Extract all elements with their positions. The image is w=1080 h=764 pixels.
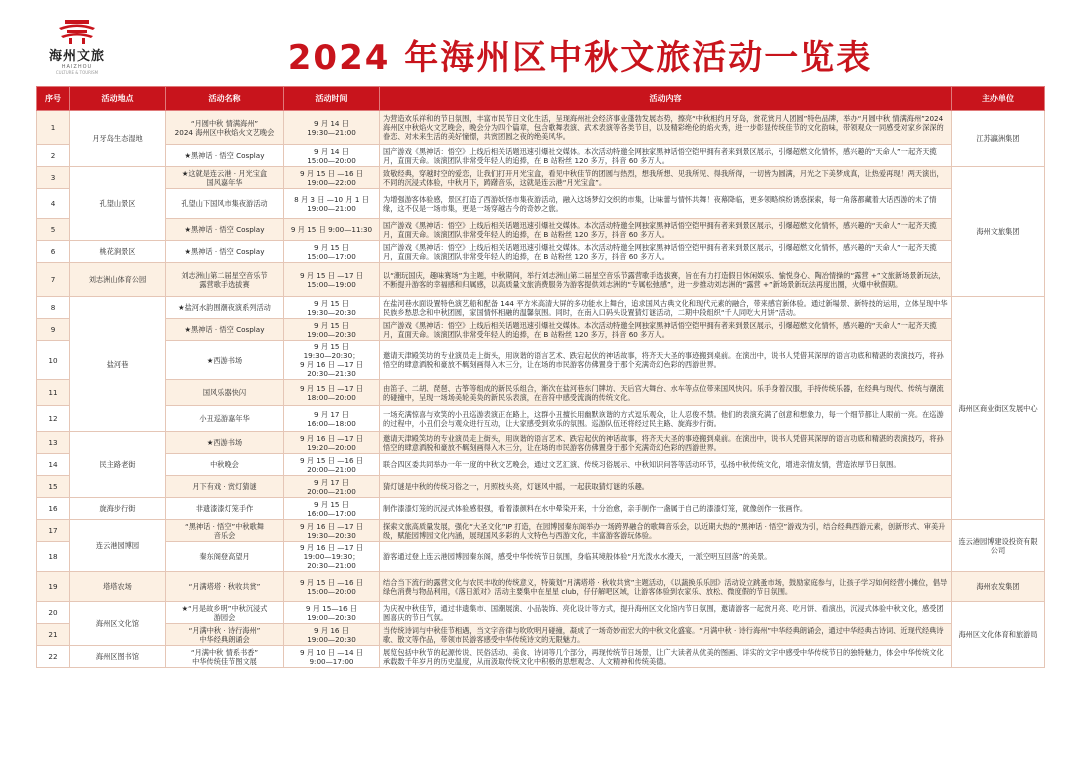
activity-name: ★西游书场 — [166, 341, 284, 380]
header-place: 活动地点 — [70, 87, 166, 111]
table-row — [37, 498, 1045, 520]
activity-content: 由笛子、二胡、琵琶、古筝等组成的新民乐组合，渐次在盐河巷东门牌坊、天后宫大舞台、水车等点位带来国风快闪。乐手身着汉服，手持传统乐器，在经典与现代、传统与潮流的碰撞中，呈现一场场美轮美奂的新民乐表演，在音符中感受流淌的传统文化。 — [380, 380, 952, 406]
activity-time: 9 月 15 日 19:00—20:30 — [284, 319, 380, 341]
activity-time: 9 月 14 日 15:00—20:00 — [284, 145, 380, 167]
activity-name: ★“月是故乡明”中秋沉浸式 游园会 — [166, 602, 284, 624]
logo-sub: CULTURE & TOURISM — [55, 70, 99, 75]
row-number: 1 — [37, 111, 70, 145]
activity-content: 国产游戏《黑神话：悟空》上线后相关话题迅速引爆社交媒体。本次活动特邀全网独家黑神话悟空铠甲拥有者来到景区展示，引爆超燃文化情怀，感兴趣的“天命人”一起齐天揽月，直面天命。该演团队非常受年轻人的追捧，在 B 站粉丝 120 多万，抖音 60 多万人。 — [380, 319, 952, 341]
row-number: 12 — [37, 406, 70, 432]
table-row — [37, 432, 1045, 454]
activity-name: ★黑神话 · 悟空 Cosplay — [166, 145, 284, 167]
activity-content: 制作漆漆灯笼的沉浸式体验感很强，看着漆颜料在水中晕染开来，十分治愈，亲手制作一盏属于自己的漆漆灯笼，就像创作一张画作。 — [380, 498, 952, 520]
activity-time: 9 月 15 日 19:30—20:30； 9 月 16 日 —17 日 20:30—21:30 — [284, 341, 380, 380]
haizhou-logo — [40, 18, 114, 78]
table-row — [37, 520, 1045, 542]
table-row — [37, 319, 1045, 341]
table-row — [37, 145, 1045, 167]
activity-place: 刘志洲山体育公园 — [70, 263, 166, 297]
activity-content: 国产游戏《黑神话：悟空》上线后相关话题迅速引爆社交媒体。本次活动特邀全网独家黑神话悟空铠甲拥有者来到景区展示，引爆超燃文化情怀，感兴趣的“天命人”一起齐天揽月，直面天命。该演团队非常受年轻人的追捧，在 B 站粉丝 120 多万，抖音 60 多万人。 — [380, 219, 952, 241]
table-row — [37, 341, 1045, 380]
activity-name: 刘志洲山第二届星空音乐节 露营歌手选拔赛 — [166, 263, 284, 297]
row-number: 15 — [37, 476, 70, 498]
table-body — [37, 111, 1045, 668]
activity-time: 9 月 10 日 —14 日 9:00—17:00 — [284, 646, 380, 668]
row-number: 2 — [37, 145, 70, 167]
activity-content: 一场充满惊喜与欢笑的小丑巡游表演正在路上，这群小丑擅长用幽默诙谐的方式逗乐观众，让人忍俊不禁。他们的表演充满了创意和想象力，每一个细节都让人眼前一亮。在巡游的过程中，小丑们会与观众进行互动，让大家感受到欢乐的氛围。巡游队伍还将经过民主路、旋海步行街。 — [380, 406, 952, 432]
activity-content: 为营造欢乐祥和的节日氛围，丰富市民节日文化生活，呈现海州社会经济事业蓬勃发展态势，擦亮“中秋相约月牙岛，赏花赏月人团圆”特色品牌，举办“月圆中秋 情满海州”2024 海州区中秋焰火文艺晚会，晚会分为四个篇章，包含歌舞表演、武术表演等各类节目，以及精彩绝伦的焰火秀，进一步彰显传统佳节的文化韵味，带领观众一同感受对家乡深深的眷恋、对未来生活的美好憧憬，共赏团圆之夜的绝美风华。 — [380, 111, 952, 145]
activity-table — [36, 86, 1045, 668]
activity-time: 9 月 15 日 16:00—17:00 — [284, 498, 380, 520]
header-content: 活动内容 — [380, 87, 952, 111]
activity-place: 孔望山景区 — [70, 167, 166, 241]
row-number: 9 — [37, 319, 70, 341]
activity-time: 9 月 15 日 15:00—17:00 — [284, 241, 380, 263]
row-number: 3 — [37, 167, 70, 189]
activity-time: 9 月 15 日 19:30—20:30 — [284, 297, 380, 319]
activity-content: 邀请天津殿笑坊的专业演员走上街头，用诙谐的语言艺术、跌宕起伏的神话故事，将齐天大圣的事迹搬到桌前。在演出中，说书人凭借其深厚的语言功底和精湛的表演技巧，将孙悟空的肆意洒脱和豪放不羁刻画得入木三分，让在场的市民游客仿佛置身于那个充满奇幻色彩的西游世界。 — [380, 432, 952, 454]
table-row — [37, 454, 1045, 476]
activity-time: 9 月 16 日 —17 日 19:20—20:00 — [284, 432, 380, 454]
activity-time: 9 月 16 日 —17 日 19:00—19:30； 20:30—21:00 — [284, 542, 380, 572]
row-number: 6 — [37, 241, 70, 263]
activity-place: 民主路老街 — [70, 432, 166, 498]
activity-content: 探索文旅高质量发展，强化“大圣文化”IP 打造，在园博园秦东阁举办一场跨界融合的歌舞音乐会，以近期大热的“黑神话 · 悟空”游戏为引，结合经典西游元素，创新形式、审美升级，赋能园博园文化内涵，展现国风多彩的人文特色与西游文化，丰富游客游玩体验。 — [380, 520, 952, 542]
activity-place: 桃花涧景区 — [70, 241, 166, 263]
organizer: 海州区商业街区发展中心 — [952, 297, 1045, 520]
row-number: 13 — [37, 432, 70, 454]
activity-content: 国产游戏《黑神话：悟空》上线后相关话题迅速引爆社交媒体。本次活动特邀全网独家黑神话悟空铠甲拥有者来到景区展示，引爆超燃文化情怀，感兴趣的“天命人”一起齐天揽月，直面天命。该演团队非常受年轻人的追捧，在 B 站粉丝 120 多万，抖音 60 多万人。 — [380, 241, 952, 263]
table-row — [37, 167, 1045, 189]
row-number: 19 — [37, 572, 70, 602]
row-number: 7 — [37, 263, 70, 297]
activity-name: “月满塔塔 · 秋收共赏” — [166, 572, 284, 602]
activity-time: 9 月 16 日 19:00—20:30 — [284, 624, 380, 646]
organizer: 海州农发集团 — [952, 572, 1045, 602]
table-row — [37, 263, 1045, 297]
row-number: 22 — [37, 646, 70, 668]
page-header — [0, 0, 1080, 84]
logo-name: 海州文旅 — [48, 49, 105, 64]
activity-place: 连云港园博园 — [70, 520, 166, 572]
row-number: 5 — [37, 219, 70, 241]
row-number: 20 — [37, 602, 70, 624]
header-time: 活动时间 — [284, 87, 380, 111]
activity-time: 9 月 17 日 20:00—21:00 — [284, 476, 380, 498]
activity-time: 9 月 15 日 —17 日 18:00—20:00 — [284, 380, 380, 406]
activity-place: 月牙岛生态湿地 — [70, 111, 166, 167]
organizer: 连云港园博建设投资有限公司 — [952, 520, 1045, 572]
activity-place: 旋海步行街 — [70, 498, 166, 520]
activity-time: 8 月 3 日 —10 月 1 日 19:00—21:00 — [284, 189, 380, 219]
activity-name: ★西游书场 — [166, 432, 284, 454]
row-number: 17 — [37, 520, 70, 542]
table-row — [37, 476, 1045, 498]
table-row — [37, 111, 1045, 145]
activity-content: 联合四区委共同举办一年一度的中秋文艺晚会，通过文艺汇演、传统习俗展示、中秋知识问答等活动环节，弘扬中秋传统文化，增进亲情友情，营造浓厚节日氛围。 — [380, 454, 952, 476]
table-row — [37, 602, 1045, 624]
page-title: 2024 年海州区中秋文旅活动一览表 — [287, 38, 873, 78]
activity-name: ★盐河水韵围潮夜演系列活动 — [166, 297, 284, 319]
activity-place: 海州区文化馆 — [70, 602, 166, 646]
header-name: 活动名称 — [166, 87, 284, 111]
activity-place: 塔塔农场 — [70, 572, 166, 602]
logo-en: HAIZHOU — [61, 64, 93, 70]
activity-time: 9 月 16 日 —17 日 19:30—20:30 — [284, 520, 380, 542]
header-no: 序号 — [37, 87, 70, 111]
activity-content: 以“潮玩国庆，趣味赛场”为主题，中秋期间，举行刘志洲山第二届星空音乐节露营歌手选拔赛，旨在有力打造假日休闲娱乐、愉悦身心、陶冶情操的“露营 +”文旅新场景新玩法，不断提升游客的幸福感和归属感，以高质量文旅消费服务为游客提供刘志洲的“专属松弛感”，进一步推动刘志洲的“露营 +”新场景新玩法再度出圈，火爆中秋假期。 — [380, 263, 952, 297]
table-row — [37, 241, 1045, 263]
table-header-row — [37, 87, 1045, 111]
row-number: 14 — [37, 454, 70, 476]
row-number: 18 — [37, 542, 70, 572]
activity-place: 海州区图书馆 — [70, 646, 166, 668]
organizer: 江苏瀛洲集团 — [952, 111, 1045, 167]
row-number: 10 — [37, 341, 70, 380]
table-row — [37, 297, 1045, 319]
activity-content: 当传统诗词与中秋佳节相遇，当文字音律与吹吹明月碰撞，凝成了一场奇妙而宏大的中秋文化盛宴。“月满中秋 · 诗行海州”中华经典朗诵会，通过中华经典古诗词、近现代经典诗歌、散文等作品，带领市民游客感受中华传统诗文的无限魅力。 — [380, 624, 952, 646]
table-row — [37, 646, 1045, 668]
activity-time: 9 月 15 日 —17 日 15:00—19:00 — [284, 263, 380, 297]
activity-content: 致敬经典，穿越时空的爱恋，让我们打开月光宝盒，看见中秋佳节的团圆与热烈，想我所想、见我所见、得我所得，一切皆为圆满，月光之下美梦成真，让热爱再现！两天演出，不同的沉浸式体验，中秋月下，踌躇音乐，这就是连云港“月光宝盒”。 — [380, 167, 952, 189]
activity-name: 小丑巡游嘉年华 — [166, 406, 284, 432]
activity-name: “黑神话 · 悟空”中秋歌舞 音乐会 — [166, 520, 284, 542]
organizer: 海州文旅集团 — [952, 167, 1045, 297]
activity-name: “月满中秋 · 诗行海州” 中华经典朗诵会 — [166, 624, 284, 646]
activity-content: 为增强游客体验感，景区打造了西游妖怪市集夜游活动，融入这场梦幻交织的市集，让味蕾与情怀共舞！夜幕降临，更多领略缤纷诱惑探索，每一角落都藏着大话西游的未了情缘，这不仅是一场市集，更是一场穿越古今的奇妙之旅。 — [380, 189, 952, 219]
activity-content: 邀请天津殿笑坊的专业演员走上街头，用诙谐的语言艺术、跌宕起伏的神话故事，将齐天大圣的事迹搬到桌前。在演出中，说书人凭借其深厚的语言功底和精湛的表演技巧，将孙悟空的肆意洒脱和豪放不羁刻画得入木三分，让在场的市民游客仿佛置身于那个充满奇幻色彩的西游世界。 — [380, 341, 952, 380]
activity-place: 盐河巷 — [70, 297, 166, 432]
row-number: 21 — [37, 624, 70, 646]
activity-content: 在盐河巷水面设置特色演艺船和配备 144 平方米高清大屏的多功能水上舞台，追求国风古典文化和现代元素的融合，带来感官新体验。通过新場景、新特技的运用，立体呈现中华民族乡愁思念和中秋团圆，家国情怀相融的温馨氛围。同时，在南入口码头设置猜灯谜活动，二期中段组织“千人同吃大月饼”活动。 — [380, 297, 952, 319]
activity-name: ★这就是连云港 · 月光宝盒 国风嘉年华 — [166, 167, 284, 189]
activity-name: ★黑神话 · 悟空 Cosplay — [166, 241, 284, 263]
pavilion-icon — [57, 18, 97, 44]
activity-name: 秦东阁登高望月 — [166, 542, 284, 572]
table-row — [37, 572, 1045, 602]
activity-time: 9 月 15 日 9:00—11:30 — [284, 219, 380, 241]
activity-content: 结合当下流行的露营文化与农民丰收的传统意义，特策划“月满塔塔 · 秋收共赏”主题活动，《以蔬换乐乐园》活动设立跳蚤市场，鼓励家庭参与，让孩子学习如何经营小摊位，倡导绿色消费与物品利用，《落日派对》活动主要集中在星星 club，仔仔解吧区域，让游客体验到农家乐、放松、微度假的节日氛围。 — [380, 572, 952, 602]
activity-name: 国风乐器快闪 — [166, 380, 284, 406]
activity-time: 9 月 15 日 —16 日 15:00—20:00 — [284, 572, 380, 602]
row-number: 16 — [37, 498, 70, 520]
activity-time: 9 月 14 日 19:30—21:00 — [284, 111, 380, 145]
table-row — [37, 624, 1045, 646]
activity-name: 月下有戏 · 赏灯猜谜 — [166, 476, 284, 498]
activity-name: 中秋晚会 — [166, 454, 284, 476]
organizer: 海州区文化体育和旅游局 — [952, 602, 1045, 668]
row-number: 11 — [37, 380, 70, 406]
table-row — [37, 380, 1045, 406]
row-number: 8 — [37, 297, 70, 319]
activity-name: “月圆中秋 情满海州” 2024 海州区中秋焰火文艺晚会 — [166, 111, 284, 145]
table-row — [37, 219, 1045, 241]
activity-content: 猜灯谜是中秋的传统习俗之一，月照枝头亮，灯谜风中摇，一起获取猜灯谜的乐趣。 — [380, 476, 952, 498]
activity-time: 9 月 17 日 16:00—18:00 — [284, 406, 380, 432]
activity-time: 9 月 15 日 —16 日 19:00—22:00 — [284, 167, 380, 189]
activity-content: 国产游戏《黑神话：悟空》上线后相关话题迅速引爆社交媒体。本次活动特邀全网独家黑神话悟空铠甲拥有者来到景区展示，引爆超燃文化情怀，感兴趣的“天命人”一起齐天揽月，直面天命。该演团队非常受年轻人的追捧，在 B 站粉丝 120 多万，抖音 60 多万人。 — [380, 145, 952, 167]
activity-name: “月满中秋 情系书香” 中华传统佳节图文展 — [166, 646, 284, 668]
table-row — [37, 542, 1045, 572]
table-row — [37, 189, 1045, 219]
activity-time: 9 月 15 日 —16 日 20:00—21:00 — [284, 454, 380, 476]
activity-content: 游客通过登上连云港园博园秦东阁，感受中华传统节日氛围，身临其境般体验“月光泼水水漫天，一派空明互回落”的美景。 — [380, 542, 952, 572]
activity-content: 为庆祝中秋佳节，通过非遗集市、国潮展演、小品装饰、亮化设计等方式，提升海州区文化馆内节日氛围，邀请游客一起赏月亮、吃月饼、看演出，沉浸式体验中秋文化，感受团圆喜庆的节日气氛。 — [380, 602, 952, 624]
activity-content: 展览包括中秋节的起源传说、民俗活动、美食、诗词等几个部分，再现传统节日场景，让广大读者从优美的图画、详实的文字中感受中华传统节日的独特魅力，体会中华传统文化承载数千年岁月的历史温度，从而汲取传统文化中积极的思想观念、人文精神和传统美德。 — [380, 646, 952, 668]
activity-name: ★黑神话 · 悟空 Cosplay — [166, 219, 284, 241]
header-org: 主办单位 — [952, 87, 1045, 111]
table-row — [37, 406, 1045, 432]
row-number: 4 — [37, 189, 70, 219]
activity-name: ★黑神话 · 悟空 Cosplay — [166, 319, 284, 341]
activity-time: 9 月 15—16 日 19:00—20:30 — [284, 602, 380, 624]
activity-name: 非遗漆漆灯笼手作 — [166, 498, 284, 520]
activity-name: 孔望山下国风市集夜游活动 — [166, 189, 284, 219]
